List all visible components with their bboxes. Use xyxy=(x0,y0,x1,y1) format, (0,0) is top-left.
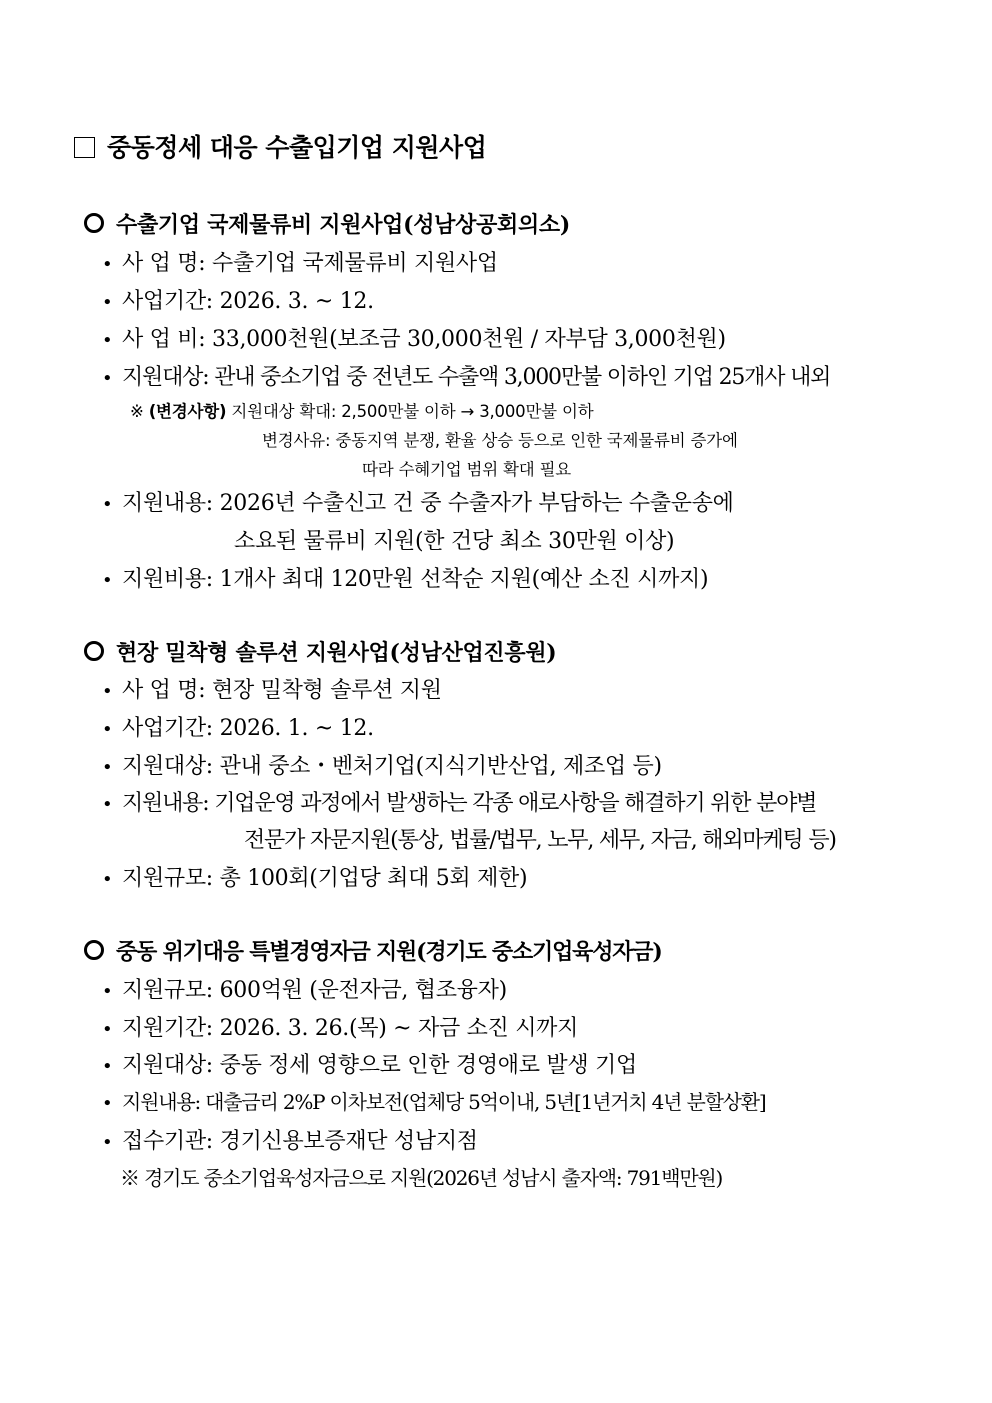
bullet-dot-icon: • xyxy=(102,794,112,815)
bullet-dot-icon: • xyxy=(102,292,113,313)
section1-content: • 지원내용: 2026년 수출신고 건 중 수출자가 부담하는 수출운송에 xyxy=(102,491,734,516)
document-title: 중동정세 대응 수출입기업 지원사업 xyxy=(74,128,486,164)
bullet-dot-icon: • xyxy=(102,981,113,1002)
section3-period: • 지원기간: 2026. 3. 26.(목) ~ 자금 소진 시까지 xyxy=(102,1016,579,1041)
section2-heading: 현장 밀착형 솔루션 지원사업(성남산업진흥원) xyxy=(84,636,556,667)
section1-change-reason: 변경사유: 중동지역 분쟁, 환율 상승 등으로 인한 국제물류비 증가에 xyxy=(262,431,738,450)
bullet-dot-icon: • xyxy=(102,254,113,275)
section1-content-cont: 소요된 물류비 지원(한 건당 최소 30만원 이상) xyxy=(234,529,675,554)
section1-change-reason-cont: 따라 수혜기업 범위 확대 필요 xyxy=(362,460,572,479)
bullet-dot-icon: • xyxy=(102,1056,113,1077)
section3-target: • 지원대상: 중동 정세 영향으로 인한 경영애로 발생 기업 xyxy=(102,1053,637,1078)
section1-target: • 지원대상: 관내 중소기업 중 전년도 수출액 3,000만불 이하인 기업 25개사 내외 xyxy=(102,365,831,390)
checkbox-square-icon xyxy=(74,137,95,158)
section3-content: • 지원내용: 대출금리 2%P 이차보전(업체당 5억이내, 5년[1년거치 4년 분할상환] xyxy=(102,1090,766,1114)
section3-note: ※ 경기도 중소기업육성자금으로 지원(2026년 성남시 출자액: 791백만원) xyxy=(120,1166,723,1190)
circle-bullet-icon xyxy=(84,641,104,661)
bullet-dot-icon: • xyxy=(102,1019,113,1040)
section1-name: • 사 업 명: 수출기업 국제물류비 지원사업 xyxy=(102,251,498,276)
section1-heading: 수출기업 국제물류비 지원사업(성남상공회의소) xyxy=(84,208,570,239)
circle-bullet-icon xyxy=(84,213,104,233)
bullet-dot-icon: • xyxy=(102,368,112,389)
section1-period: • 사업기간: 2026. 3. ~ 12. xyxy=(102,289,374,314)
bullet-dot-icon: • xyxy=(102,1093,112,1114)
bullet-dot-icon: • xyxy=(102,1132,113,1153)
section3-agency: • 접수기관: 경기신용보증재단 성남지점 xyxy=(102,1129,478,1154)
section3-scale: • 지원규모: 600억원 (운전자금, 협조융자) xyxy=(102,978,507,1003)
section2-content-cont: 전문가 자문지원(통상, 법률/법무, 노무, 세무, 자금, 해외마케팅 등) xyxy=(244,828,836,853)
section2-content: • 지원내용: 기업운영 과정에서 발생하는 각종 애로사항을 해결하기 위한 분야별 xyxy=(102,791,817,816)
section2-period: • 사업기간: 2026. 1. ~ 12. xyxy=(102,716,374,741)
section1-budget: • 사 업 비: 33,000천원(보조금 30,000천원 / 자부담 3,000천원) xyxy=(102,327,726,352)
section1-change-note: ※ (변경사항) 지원대상 확대: 2,500만불 이하 → 3,000만불 이하 xyxy=(130,402,594,421)
bullet-dot-icon: • xyxy=(102,570,113,591)
bullet-dot-icon: • xyxy=(102,869,113,890)
section1-cost: • 지원비용: 1개사 최대 120만원 선착순 지원(예산 소진 시까지) xyxy=(102,567,709,592)
bullet-dot-icon: • xyxy=(102,681,113,702)
bullet-dot-icon: • xyxy=(102,330,113,351)
bullet-dot-icon: • xyxy=(102,494,113,515)
section2-target: • 지원대상: 관내 중소・벤처기업(지식기반산업, 제조업 등) xyxy=(102,754,662,779)
section2-scale: • 지원규모: 총 100회(기업당 최대 5회 제한) xyxy=(102,866,528,891)
section3-heading: 중동 위기대응 특별경영자금 지원(경기도 중소기업육성자금) xyxy=(84,935,662,966)
bullet-dot-icon: • xyxy=(102,757,113,778)
section2-name: • 사 업 명: 현장 밀착형 솔루션 지원 xyxy=(102,678,442,703)
circle-bullet-icon xyxy=(84,940,104,960)
bullet-dot-icon: • xyxy=(102,719,113,740)
